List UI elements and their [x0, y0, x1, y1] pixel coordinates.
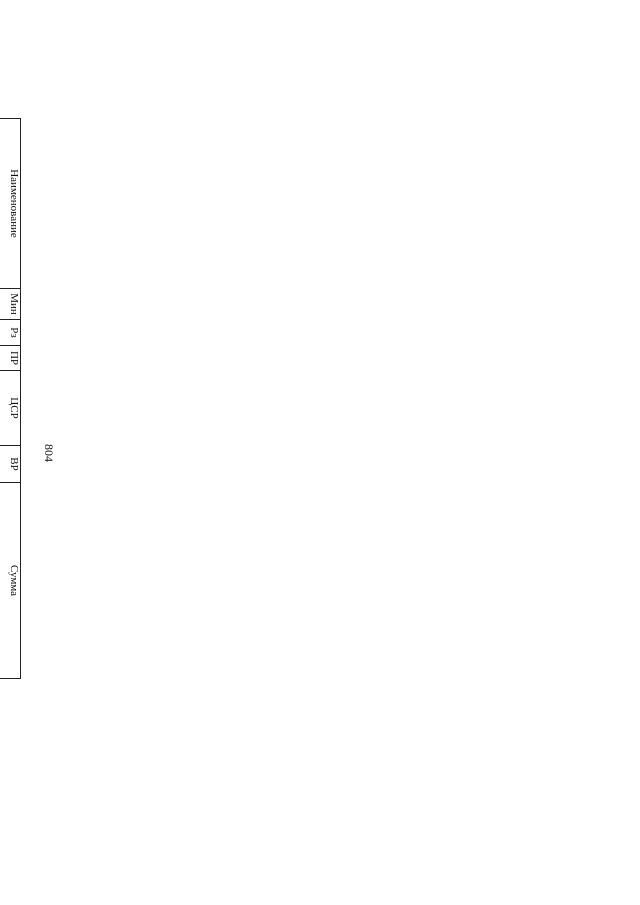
- column-header-min: Мин: [0, 289, 21, 320]
- column-header-csr: ЦСР: [0, 371, 21, 446]
- page-number: 804: [42, 444, 56, 462]
- column-header-sum: Сумма: [0, 483, 21, 679]
- column-header-rz: Рз: [0, 320, 21, 346]
- column-header-name: Наименование: [0, 119, 21, 289]
- table-header-row: [0, 119, 21, 679]
- column-header-vr: ВР: [0, 446, 21, 483]
- column-header-pr: ПР: [0, 346, 21, 371]
- budget-table: [0, 118, 21, 679]
